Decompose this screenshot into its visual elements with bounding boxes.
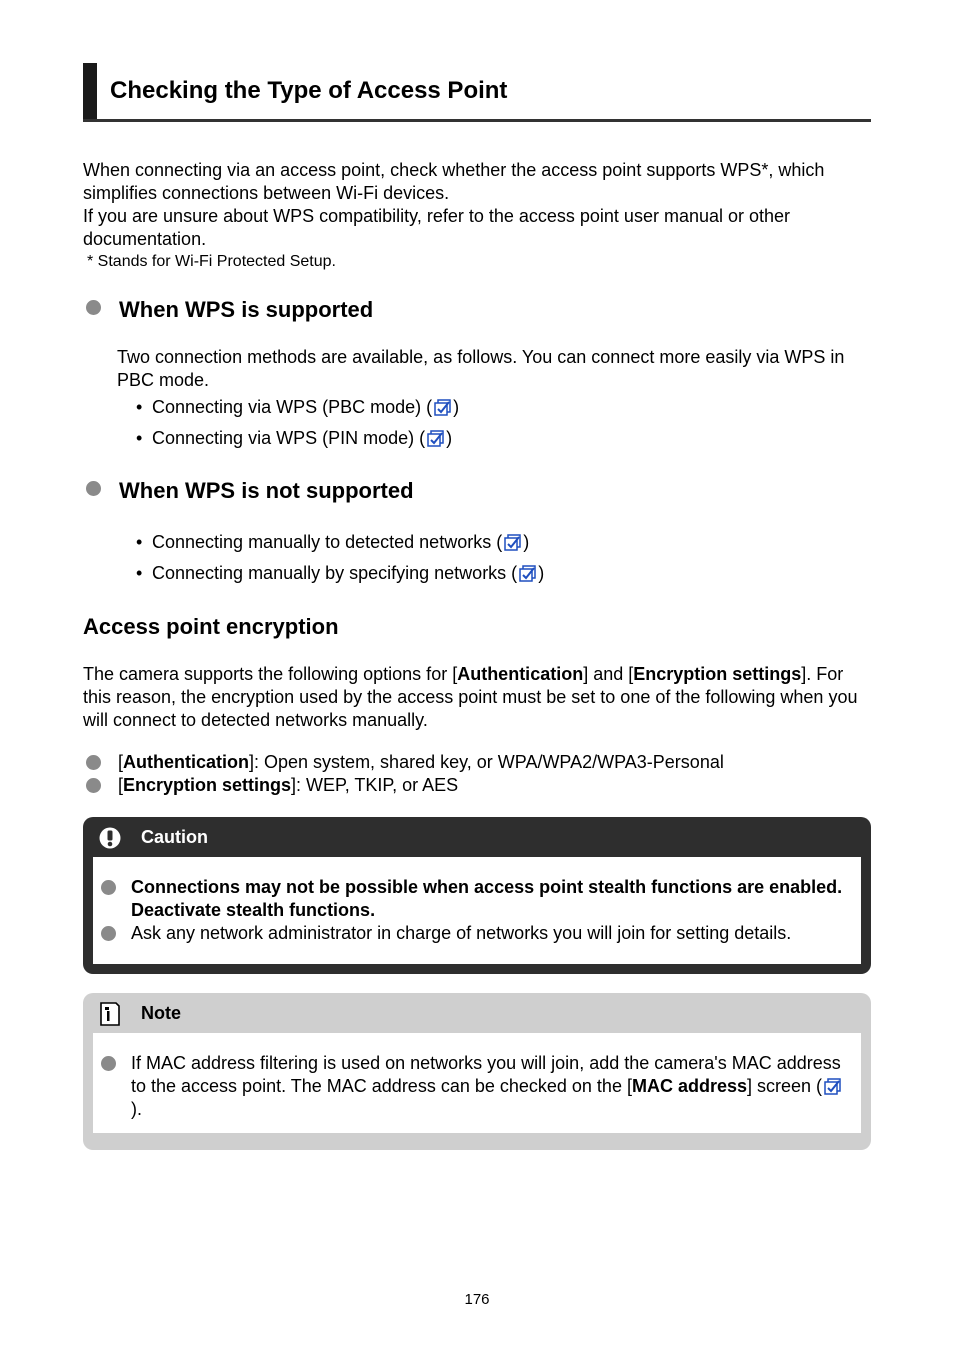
- page-reference-icon[interactable]: [824, 1078, 841, 1095]
- list-item: Connections may not be possible when access point stealth functions are enabled. Deactivate stealth functions.: [101, 876, 851, 922]
- caution-box: [83, 817, 871, 974]
- wps-not-supported-heading: [86, 477, 414, 505]
- list-item: [Authentication]: Open system, shared key, or WPA/WPA2/WPA3-Personal: [86, 751, 724, 774]
- wps-supported-heading: [86, 296, 373, 324]
- title-accent: [83, 63, 97, 119]
- caution-label: Caution: [141, 827, 208, 847]
- memo-icon: [99, 1002, 121, 1026]
- wps-not-supported-list: [136, 531, 544, 593]
- page-reference-icon[interactable]: [434, 399, 451, 416]
- list-item: • Connecting manually by specifying networks ( ): [136, 563, 545, 583]
- bullet-dot: [101, 1056, 116, 1071]
- bullet-dot: [86, 778, 101, 793]
- list-item: • Connecting via WPS (PBC mode) ( ): [136, 397, 460, 417]
- encryption-paragraph: The camera supports the following options for [Authentication] and [Encryption settings]. For this reason, the encryption used by the access point must be set to one of the following when you will connect to detected networks manually.: [83, 664, 858, 730]
- page-reference-icon[interactable]: [519, 565, 536, 582]
- bullet-dot: [101, 880, 116, 895]
- list-item: • Connecting manually to detected networks ( ): [136, 532, 530, 552]
- note-box: [83, 993, 871, 1150]
- list-item: [Encryption settings]: WEP, TKIP, or AES: [86, 774, 724, 797]
- list-item: If MAC address filtering is used on networks you will join, add the camera's MAC address to the access point. The MAC address can be checked on the [MAC address] screen ().: [101, 1052, 851, 1121]
- wps-supported-list: [136, 396, 459, 458]
- page-reference-icon[interactable]: [427, 430, 444, 447]
- wps-not-supported-heading-text: When WPS is not supported: [119, 478, 414, 503]
- section-bullet: [86, 481, 101, 496]
- caution-list: [101, 876, 851, 945]
- note-list: [101, 1052, 851, 1121]
- intro-paragraph-1: When connecting via an access point, check whether the access point supports WPS*, which simplifies connections between Wi-Fi devices.: [83, 160, 825, 203]
- section-bullet: [86, 300, 101, 315]
- encryption-list: [86, 751, 724, 797]
- exclamation-icon: [99, 827, 121, 849]
- caution-body: [93, 857, 861, 964]
- caution-header: [83, 817, 871, 857]
- page-number: 176: [464, 1291, 490, 1308]
- wps-supported-text: Two connection methods are available, as follows. You can connect more easily via WPS in PBC mode.: [117, 347, 845, 390]
- bullet-dot: [101, 926, 116, 941]
- intro-paragraph-2: If you are unsure about WPS compatibility, refer to the access point user manual or other documentation.: [83, 206, 791, 249]
- encryption-heading: Access point encryption: [83, 614, 339, 639]
- wps-supported-heading-text: When WPS is supported: [119, 297, 374, 322]
- page-reference-icon[interactable]: [504, 534, 521, 551]
- note-header: [83, 993, 871, 1033]
- title-bar: [83, 63, 871, 122]
- footnote: * Stands for Wi-Fi Protected Setup.: [87, 253, 336, 270]
- note-label: Note: [141, 1003, 181, 1023]
- list-item: Ask any network administrator in charge of networks you will join for setting details.: [101, 922, 851, 945]
- page-title: Checking the Type of Access Point: [110, 77, 508, 104]
- note-body: [93, 1033, 861, 1133]
- list-item: • Connecting via WPS (PIN mode) ( ): [136, 428, 453, 448]
- bullet-dot: [86, 755, 101, 770]
